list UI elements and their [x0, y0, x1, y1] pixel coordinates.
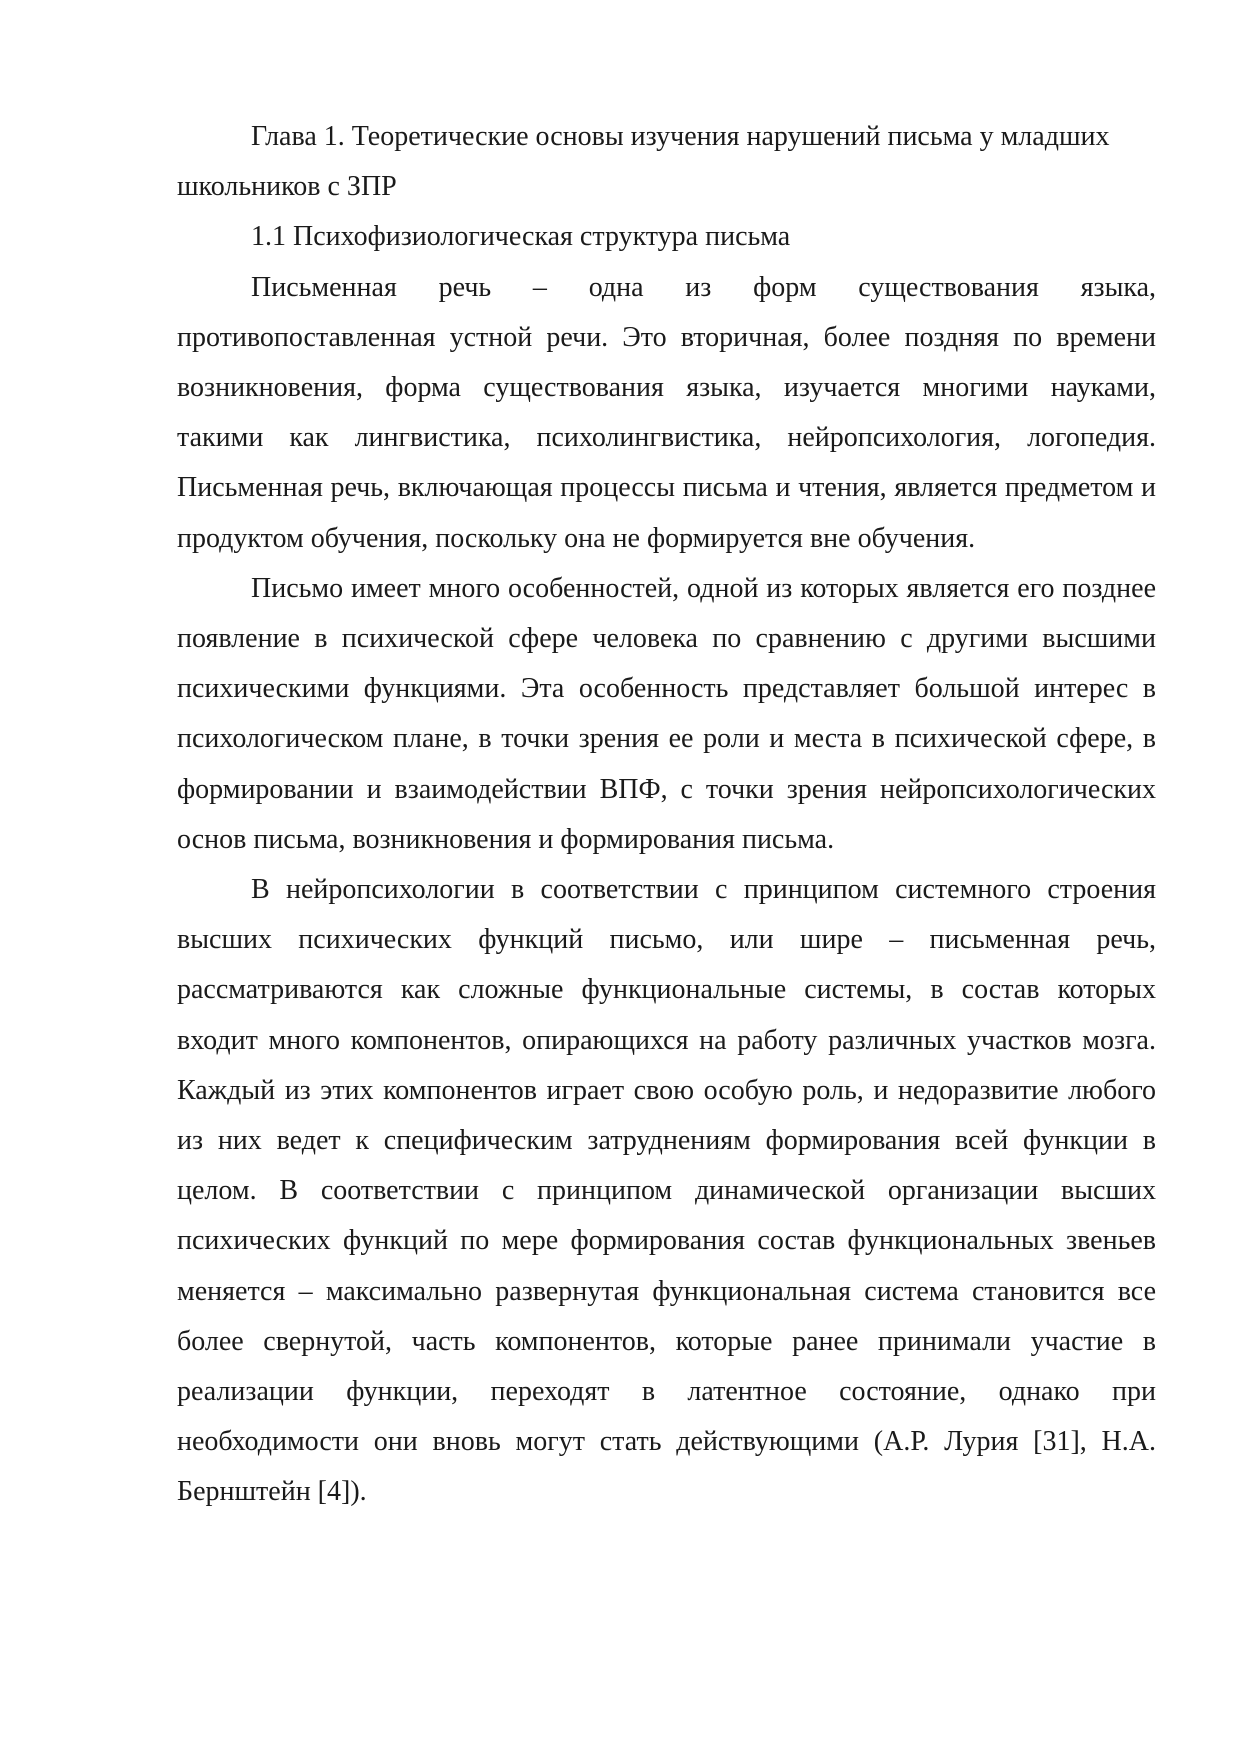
paragraph-2: Письмо имеет много особенностей, одной из которых является его позднее появление в психической сфере человека по сравнению с другими высшими психическими функциями. Эта особенность представляет большой интерес в психологическом плане, в точки зрения ее роли и места в психической сфере, в формировании и взаимодействии ВПФ, с точки зрения нейропсихологических основ письма, возникновения и формирования письма.: [177, 572, 1156, 855]
page-content: [177, 112, 1156, 1518]
paragraph-3: В нейропсихологии в соответствии с принципом системного строения высших психических функций письмо, или шире – письменная речь, рассматриваются как сложные функциональные системы, в состав которых входит много компонентов, опирающихся на работу различных участков мозга. Каждый из этих компонентов играет свою особую роль, и недоразвитие любого из них ведет к специфическим затруднениям формирования всей функции в целом. В соответствии с принципом динамической организации высших психических функций по мере формирования состав функциональных звеньев меняется – максимально развернутая функциональная система становится все более свернутой, часть компонентов, которые ранее принимали участие в реализации функции, переходят в латентное состояние, однако при необходимости они вновь могут стать действующими (А.Р. Лурия [31], Н.А. Бернштейн [4]).: [177, 874, 1156, 1508]
section-title: 1.1 Психофизиологическая структура письма: [251, 221, 791, 253]
chapter-title: Глава 1. Теоретические основы изучения нарушений письма у младших школьников с ЗПР: [177, 121, 1110, 203]
paragraph-1: Письменная речь – одна из форм существования языка, противопоставленная устной речи. Это вторичная, более поздняя по времени возникновения, форма существования языка, изучается многими науками, такими как лингвистика, психолингвистика, нейропсихология, логопедия. Письменная речь, включающая процессы письма и чтения, является предметом и продуктом обучения, поскольку она не формируется вне обучения.: [177, 271, 1156, 554]
